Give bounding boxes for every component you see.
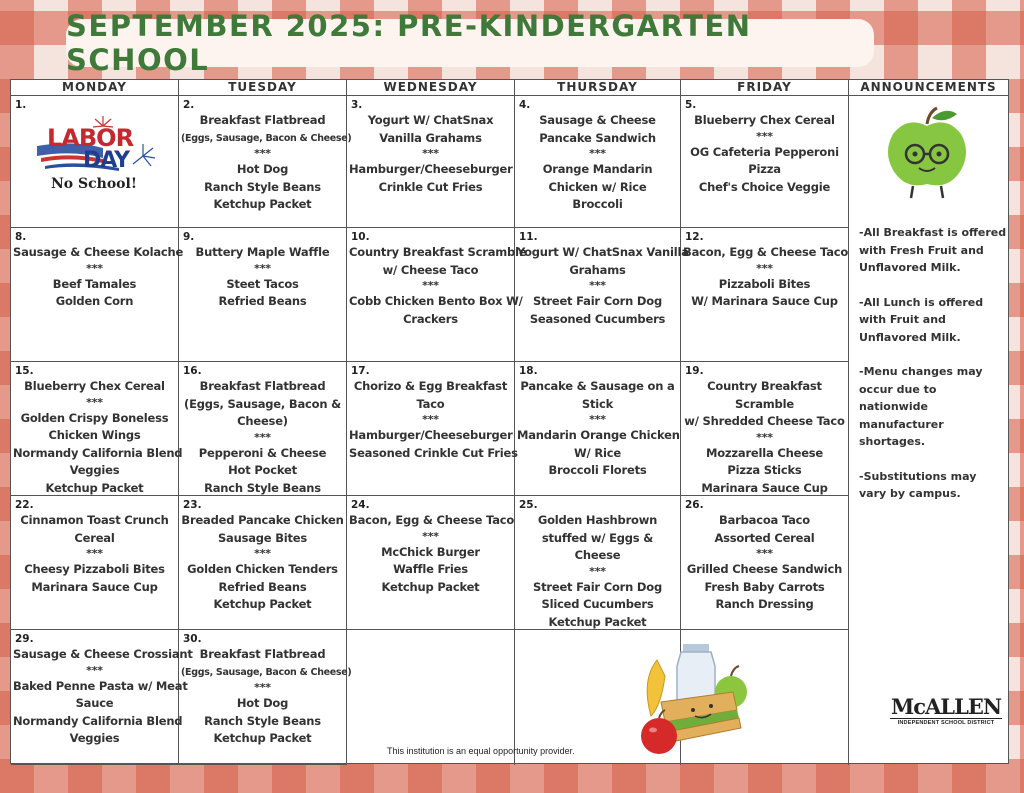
menu-line: Yogurt W/ ChatSnax [367,113,494,127]
menu-line: Taco [416,396,445,411]
menu-line: *** [422,529,439,543]
menu-items [181,244,344,311]
menu-line: *** [86,663,103,677]
menu-items [181,512,344,614]
menu-line: Crinkle Cut Fries [378,179,483,194]
menu-line: Pancake & Sausage on a [520,379,675,393]
menu-line: Golden Corn [55,294,134,308]
menu-line: *** [86,395,103,409]
menu-line: Chef's Choice Veggie [698,179,831,194]
menu-line: (Eggs, Sausage, Bacon & Cheese) [181,132,352,144]
logo-subtitle: INDEPENDENT SCHOOL DISTRICT [890,718,1002,726]
menu-line: (Eggs, Sausage, Bacon & Cheese) [181,666,352,678]
menu-line: Yogurt W/ ChatSnax Vanilla [517,245,689,259]
day-cell [11,362,183,496]
menu-line: Assorted Cereal [714,530,815,545]
menu-line: Ketchup Packet [213,197,312,211]
menu-line: Veggies [69,463,120,477]
menu-line: Ketchup Packet [548,614,647,629]
header-wednesday: WEDNESDAY [347,80,515,95]
menu-line: Hamburger/Cheeseburger [349,162,513,176]
menu-line: Street Fair Corn Dog [533,579,662,594]
footer-note: This institution is an equal opportunity provider. [387,746,575,756]
menu-line: Scramble [735,396,794,411]
day-number: 15. [15,365,34,377]
menu-items [13,512,176,596]
menu-items [349,378,518,462]
menu-line: Cheesy Pizzaboli Bites [24,562,165,576]
menu-line: Pizza Sticks [727,463,802,477]
day-cell [681,496,849,630]
menu-line: Golden Crispy Boneless [20,410,169,425]
day-number: 18. [519,365,538,377]
menu-line: Chorizo & Egg Breakfast [353,379,508,393]
menu-line: Grilled Cheese Sandwich [686,562,843,576]
menu-line: Hamburger/Cheeseburger [349,428,513,442]
menu-line: Breakfast Flatbread [199,113,326,127]
menu-line: *** [86,261,103,275]
menu-items [13,646,193,748]
day-cell [515,228,689,362]
menu-line: stuffed w/ Eggs & [541,530,654,545]
menu-line: Chicken w/ Rice [548,179,647,194]
menu-items [683,378,846,497]
menu-line: Broccoli Florets [548,463,647,477]
day-cell [11,496,179,630]
menu-line: Crackers [403,311,458,326]
day-number: 24. [351,499,370,511]
header-tuesday: TUESDAY [179,80,347,95]
announcement-item: -All Lunch is offered with Fruit and Unflavored Milk. [859,295,984,344]
menu-line: Marinara Sauce Cup [701,480,828,495]
menu-line: Sliced Cucumbers [541,597,654,611]
day-cell [515,496,681,630]
menu-items [181,646,352,748]
menu-line: Stick [581,396,614,411]
header-monday: MONDAY [11,80,179,95]
menu-line: Cereal [74,530,115,545]
menu-line: *** [756,547,773,560]
menu-line: Waffle Fries [393,562,468,576]
menu-line: Barbacoa Taco [719,513,810,527]
menu-line: *** [589,147,606,160]
menu-items [13,244,184,311]
menu-line: Golden Hashbrown [537,513,658,527]
menu-line: Marinara Sauce Cup [31,579,158,594]
day-cell [681,228,849,362]
day-number: 3. [351,99,363,111]
menu-line: Orange Mandarin [542,162,653,176]
menu-line: Seasoned Crinkle Cut Fries [349,445,518,460]
lunch-illustration-icon [621,636,771,761]
menu-line: Bacon, Egg & Cheese Taco [683,245,849,259]
day-number: 1. [15,99,27,111]
menu-line: *** [422,279,439,292]
menu-line: *** [422,413,439,426]
menu-line: *** [254,430,271,444]
menu-line: Normandy California Blend [13,713,183,728]
menu-line: *** [589,279,606,292]
menu-items [349,244,527,328]
day-cell [515,96,681,228]
menu-line: Breakfast Flatbread [199,379,326,393]
menu-line: Sausage & Cheese Crossiant [13,647,193,661]
page-title: SEPTEMBER 2025: PRE-KINDERGARTEN SCHOOL [66,9,752,77]
menu-line: Baked Penne Pasta w/ Meat [13,678,188,693]
day-number: 5. [685,99,697,111]
menu-line: Hot Dog [236,162,289,176]
menu-line: Cheese) [237,414,288,428]
menu-line: Normandy California Blend [13,445,183,460]
menu-line: Chicken Wings [48,428,141,442]
logo-part2: LLEN [940,694,1002,719]
menu-line: Broccoli [572,197,623,211]
day-number: 12. [685,231,704,243]
menu-line: Cheese [574,548,621,562]
menu-line: Vanilla Grahams [379,130,482,145]
menu-line: Buttery Maple Waffle [195,245,330,259]
menu-line: W/ Marinara Sauce Cup [691,294,838,308]
day-cell [179,96,352,228]
menu-line: Ranch Dressing [715,597,814,611]
menu-items [517,112,678,214]
menu-items [13,378,183,497]
menu-line: Street Fair Corn Dog [533,294,662,308]
menu-line: Sausage Bites [217,530,308,545]
day-number: 30. [183,633,202,645]
menu-line: *** [756,430,773,444]
menu-line: Fresh Baby Carrots [704,579,825,594]
day-number: 10. [351,231,370,243]
menu-line: w/ Cheese Taco [382,262,479,277]
menu-line: Breakfast Flatbread [199,647,326,661]
labor-day-graphic [33,114,163,194]
menu-line: Pizza [748,162,781,176]
day-cell [347,496,515,630]
menu-items [517,512,678,631]
menu-line: Sauce [75,696,114,710]
menu-line: Ranch Style Beans [204,713,321,728]
day-number: 8. [15,231,27,243]
header-friday: FRIDAY [681,80,849,95]
menu-line: Ketchup Packet [45,480,144,495]
menu-line: Grahams [569,262,626,277]
menu-line: Blueberry Chex Cereal [24,379,165,393]
menu-line: Ranch Style Beans [204,179,321,194]
menu-line: OG Cafeteria Pepperoni [690,144,839,159]
header-announcements: ANNOUNCEMENTS [860,80,997,94]
menu-line: Hot Pocket [228,463,297,477]
day-number: 26. [685,499,704,511]
menu-line: Golden Chicken Tenders [187,562,338,576]
day-number: 17. [351,365,370,377]
menu-line: *** [756,129,773,143]
menu-line: Ketchup Packet [213,597,312,611]
menu-line: McChick Burger [381,544,480,559]
empty-cell [347,630,515,765]
day-number: 11. [519,231,538,243]
menu-line: w/ Shredded Cheese Taco [684,414,845,428]
labor-day-word: LABOR [47,124,134,152]
menu-line: Sausage & Cheese Kolache [13,245,184,259]
day-number: 2. [183,99,195,111]
menu-line: Ketchup Packet [213,731,312,745]
day-cell [11,228,184,362]
day-number: 4. [519,99,531,111]
menu-line: Mandarin Orange Chicken [517,428,680,442]
apple-mascot-icon [877,104,977,204]
menu-line: *** [86,547,103,560]
menu-items [181,112,352,214]
day-cell [347,228,527,362]
menu-line: Veggies [69,731,120,745]
announcements-text [859,224,1007,520]
menu-line: *** [254,547,271,560]
day-cell [347,362,518,496]
logo-part1: McA [890,694,941,719]
menu-items [683,112,846,196]
menu-line: *** [254,147,271,160]
district-logo [890,696,1002,726]
menu-line: Pancake Sandwich [539,130,656,145]
menu-line: W/ Rice [574,445,621,460]
day-cell [179,496,347,630]
day-cell [179,228,347,362]
announcement-item: -Menu changes may occur due to nationwide manufacturer shortages. [859,365,983,448]
day-cell [515,362,681,496]
announcements-panel [849,96,1008,764]
day-number: 29. [15,633,34,645]
day-number: 25. [519,499,538,511]
menu-line: Ranch Style Beans [204,480,321,495]
day-cell [179,630,352,765]
menu-line: Bacon, Egg & Cheese Taco [349,513,515,527]
day-cell [347,96,515,228]
menu-line: *** [422,147,439,160]
day-number: 22. [15,499,34,511]
day-cell [179,362,347,496]
menu-line: Refried Beans [218,294,307,308]
menu-line: Sausage & Cheese [539,113,656,127]
menu-items [349,112,512,196]
header-thursday: THURSDAY [515,80,681,95]
menu-line: Pepperoni & Cheese [198,445,327,460]
menu-items [349,512,515,596]
menu-items [517,378,678,480]
announcement-item: -All Breakfast is offered with Fresh Fruit and Unflavored Milk. [859,226,1007,274]
menu-line: Refried Beans [218,579,307,594]
day-cell [681,362,849,496]
menu-line: Cobb Chicken Bento Box W/ [349,294,523,308]
menu-line: Beef Tamales [52,276,137,291]
day-number: 16. [183,365,202,377]
menu-line: *** [589,564,606,578]
menu-line: (Eggs, Sausage, Bacon & [184,396,341,411]
menu-line: Cinnamon Toast Crunch [20,513,169,527]
menu-line: *** [756,261,773,275]
menu-line: *** [589,413,606,426]
day-cell [681,96,849,228]
menu-line: Mozzarella Cheese [705,445,824,460]
menu-line: Country Breakfast [707,379,822,393]
day-number: 23. [183,499,202,511]
menu-line: Seasoned Cucumbers [529,311,666,326]
day-number: 19. [685,365,704,377]
menu-items [181,378,344,497]
title-banner [66,9,874,77]
menu-line: Hot Dog [236,696,289,710]
menu-items [517,244,689,328]
menu-items [683,244,849,311]
menu-line: *** [254,261,271,275]
menu-calendar [10,79,1009,764]
no-school-note: No School! [51,176,137,192]
menu-line: Country Breakfast Scramble [349,245,527,259]
day-word: DAY [83,148,130,173]
menu-line: *** [254,681,271,694]
menu-line: Breaded Pancake Chicken [181,513,344,527]
menu-line: Ketchup Packet [381,579,480,594]
menu-line: Blueberry Chex Cereal [694,113,835,127]
announcement-item: -Substitutions may vary by campus. [859,469,977,500]
menu-items [683,512,846,614]
menu-line: Pizzaboli Bites [718,276,811,291]
day-number: 9. [183,231,195,243]
menu-line: Steet Tacos [226,276,299,291]
